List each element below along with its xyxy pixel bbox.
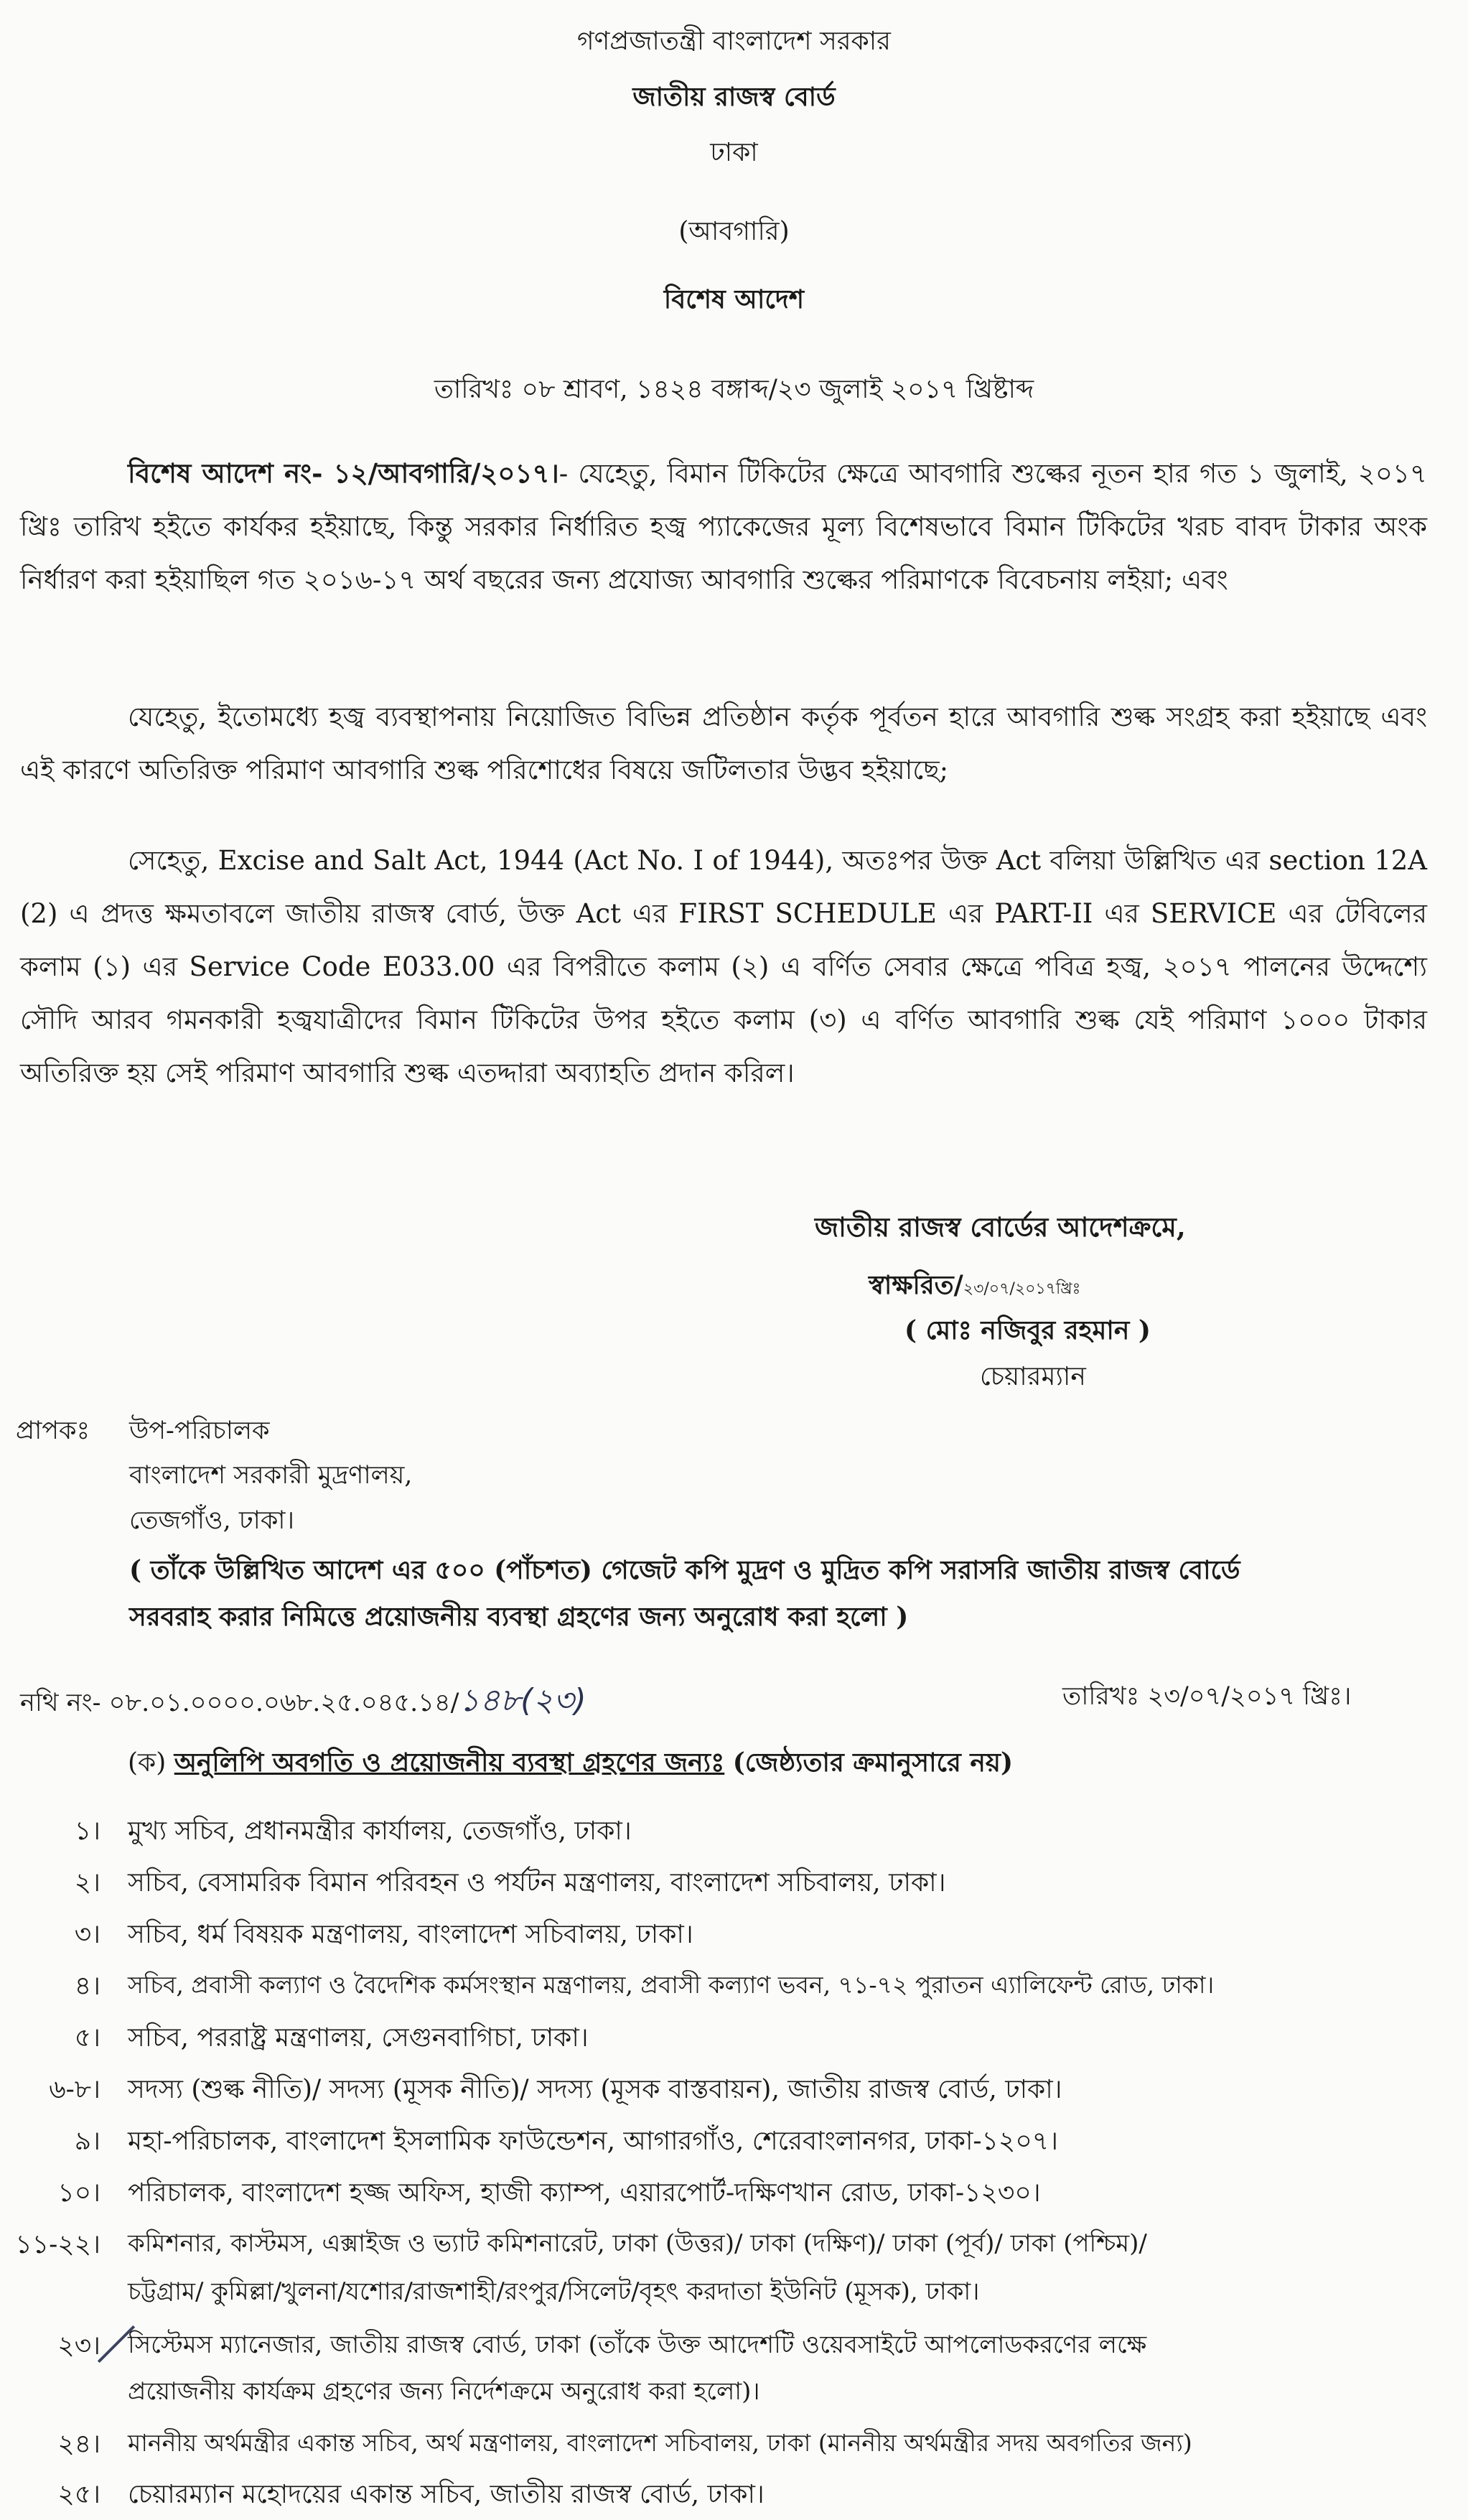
list-item-number: ১। — [74, 1816, 100, 1846]
list-item: সচিব, প্রবাসী কল্যাণ ও বৈদেশিক কর্মসংস্থান মন্ত্রণালয়, প্রবাসী কল্যাণ ভবন, ৭১-৭২ পুরাতন এ্যালিফেন্ট রোড, ঢাকা। — [128, 1971, 1215, 1999]
list-item-number: ২৫। — [57, 2480, 100, 2509]
list-item: সচিব, ধর্ম বিষয়ক মন্ত্রণালয়, বাংলাদেশ সচিবালয়, ঢাকা। — [128, 1920, 693, 1949]
signed-date: ২৩/০৭/২০১৭খ্রিঃ — [963, 1280, 1081, 1298]
list-item-number: ১১-২২। — [15, 2230, 100, 2259]
order-number: বিশেষ আদেশ নং- ১২/আবগারি/২০১৭। — [128, 457, 559, 489]
list-item-number: ৬-৮। — [49, 2075, 100, 2104]
file-number-value: ০৮.০১.০০০০.০৬৮.২৫.০৪৫.১৪/ — [108, 1689, 459, 1717]
list-item: মুখ্য সচিব, প্রধানমন্ত্রীর কার্যালয়, তেজগাঁও, ঢাকা। — [128, 1816, 632, 1846]
list-item: সিস্টেমস ম্যানেজার, জাতীয় রাজস্ব বোর্ড, ঢাকা (তাঁকে উক্ত আদেশটি ওয়েবসাইটে আপলোডকরণের লক্ষে — [128, 2330, 1147, 2359]
list-item: চেয়ারম্যান মহোদয়ের একান্ত সচিব, জাতীয় রাজস্ব বোর্ড, ঢাকা। — [128, 2480, 765, 2509]
signatory-name: ( মোঃ নজিবুর রহমান ) — [904, 1315, 1151, 1345]
copy-heading-text: অনুলিপি অবগতি ও প্রয়োজনীয় ব্যবস্থা গ্রহণের জন্যঃ — [174, 1747, 725, 1778]
copy-heading-note: (জেষ্ঠ্যতার ক্রমানুসারে নয়) — [732, 1747, 1014, 1778]
list-item: মহা-পরিচালক, বাংলাদেশ ইসলামিক ফাউন্ডেশন, আগারগাঁও, শেরেবাংলানগর, ঢাকা-১২০৭। — [128, 2127, 1059, 2156]
order-date: তারিখঃ ০৮ শ্রাবণ, ১৪২৪ বঙ্গাব্দ/২৩ জুলাই ২০১৭ খ্রিষ্টাব্দ — [434, 375, 1034, 404]
list-item-continuation: চট্টগ্রাম/ কুমিল্লা/খুলনা/যশোর/রাজশাহী/রংপুর/সিলেট/বৃহৎ করদাতা ইউনিট (মূসক), ঢাকা। — [128, 2277, 980, 2306]
handwritten-file-suffix: ১৪৮(২৩) — [459, 1682, 586, 1719]
list-item: কমিশনার, কাস্টমস, এক্সাইজ ও ভ্যাট কমিশনারেট, ঢাকা (উত্তর)/ ঢাকা (দক্ষিণ)/ ঢাকা (পূর্ব)/ ঢাকা (পশ্চিম)/ — [128, 2229, 1147, 2258]
signed-label: স্বাক্ষরিত/ — [869, 1270, 963, 1300]
list-item-number: ৯। — [74, 2127, 100, 2156]
recipient-line-1: উপ-পরিচালক — [129, 1417, 270, 1445]
list-item-number: ২৪। — [57, 2430, 100, 2459]
list-item: সদস্য (শুল্ক নীতি)/ সদস্য (মূসক নীতি)/ সদস্য (মূসক বাস্তবায়ন), জাতীয় রাজস্ব বোর্ড, ঢাকা। — [128, 2075, 1062, 2104]
list-item: পরিচালক, বাংলাদেশ হজ্জ অফিস, হাজী ক্যাম্প, এয়ারপোর্ট-দক্ষিণখান রোড, ঢাকা-১২৩০। — [128, 2178, 1041, 2208]
recipient-label: প্রাপকঃ — [16, 1417, 90, 1445]
list-item-number: ৫। — [74, 2023, 100, 2053]
list-item-continuation: প্রয়োজনীয় কার্যক্রম গ্রহণের জন্য নির্দেশক্রমে অনুরোধ করা হলো)। — [128, 2377, 760, 2406]
list-item-number: ৩। — [74, 1920, 100, 1949]
list-item-number: ২। — [74, 1868, 100, 1898]
file-number-label: নথি নং- — [20, 1689, 101, 1717]
gazette-request-line-1: ( তাঁকে উল্লিখিত আদেশ এর ৫০০ (পাঁচশত) গেজেট কপি মুদ্রণ ও মুদ্রিত কপি সরাসরি জাতীয় রাজস্ব বোর্ডে — [129, 1555, 1240, 1585]
recipient-line-2: বাংলাদেশ সরকারী মুদ্রণালয়, — [129, 1461, 413, 1490]
gazette-request-line-2: সরবরাহ করার নিমিত্তে প্রয়োজনীয় ব্যবস্থা গ্রহণের জন্য অনুরোধ করা হলো ) — [129, 1602, 909, 1632]
paragraph-3: সেহেতু, Excise and Salt Act, 1944 (Act No. I of 1944), অতঃপর উক্ত Act বলিয়া উল্লিখিত এর section 12A (2) এ প্রদত্ত ক্ষমতাবলে জাতীয় রাজস্ব বোর্ড, উক্ত Act এর FIRST SCHEDULE এর PART-II এর SERVICE এর টেবিলের কলাম (১) এর Service Code E033.00 এর বিপরীতে কলাম (২) এ বর্ণিত সেবার ক্ষেত্রে পবিত্র হজ্ব, ২০১৭ পালনের উদ্দেশ্যে সৌদি আরব গমনকারী হজ্বযাত্রীদের বিমান টিকিটের উপর হইতে কলাম (৩) এ বর্ণিত আবগারি শুল্ক যেই পরিমাণ ১০০০ টাকার অতিরিক্ত হয় সেই পরিমাণ আবগারি শুল্ক এতদ্দারা অব্যাহতি প্রদান করিল। — [20, 845, 1427, 1088]
copy-prefix: (ক) — [128, 1748, 167, 1778]
city-name: ঢাকা — [710, 138, 758, 167]
copy-heading — [128, 1743, 1013, 1786]
file-date: তারিখঃ ২৩/০৭/২০১৭ খ্রিঃ। — [1062, 1682, 1352, 1711]
list-item: মাননীয় অর্থমন্ত্রীর একান্ত সচিব, অর্থ মন্ত্রণালয়, বাংলাদেশ সচিবালয়, ঢাকা (মাননীয় অর্থমন্ত্রীর সদয় অবগতির জন্য) — [128, 2429, 1192, 2457]
recipient-line-3: তেজগাঁও, ঢাকা। — [129, 1506, 294, 1535]
signed-line — [869, 1266, 1080, 1309]
list-item-number: ১০। — [57, 2178, 100, 2208]
list-item-number: ২৩। — [57, 2331, 100, 2361]
department-label: (আবগারি) — [678, 217, 790, 246]
order-title: বিশেষ আদেশ — [663, 284, 805, 314]
order-by-line: জাতীয় রাজস্ব বোর্ডের আদেশক্রমে, — [815, 1211, 1186, 1243]
paragraph-2: যেহেতু, ইতোমধ্যে হজ্ব ব্যবস্থাপনায় নিয়োজিত বিভিন্ন প্রতিষ্ঠান কর্তৃক পূর্বতন হারে আবগারি শুল্ক সংগ্রহ করা হইয়াছে এবং এই কারণে অতিরিক্ত পরিমাণ আবগারি শুল্ক পরিশোধের বিষয়ে জটিলতার উদ্ভব হইয়াছে; — [20, 701, 1427, 785]
paragraph-1-text: - যেহেতু, বিমান টিকিটের ক্ষেত্রে আবগারি শুল্কের নূতন হার গত ১ জুলাই, ২০১৭ খ্রিঃ তারিখ হইতে কার্যকর হইয়াছে, কিন্তু সরকার নির্ধারিত হজ্ব প্যাকেজের মূল্য বিশেষভাবে বিমান টিকিটের খরচ বাবদ টাকার অংক নির্ধারণ করা হইয়াছিল গত ২০১৬-১৭ অর্থ বছরের জন্য প্রযোজ্য আবগারি শুল্কের পরিমাণকে বিবেচনায় লইয়া; এবং — [20, 458, 1427, 595]
government-name: গণপ্রজাতন্ত্রী বাংলাদেশ সরকার — [576, 27, 891, 56]
list-item-number: ৪। — [74, 1971, 100, 2001]
list-item: সচিব, পররাষ্ট্র মন্ত্রণালয়, সেগুনবাগিচা, ঢাকা। — [128, 2023, 589, 2053]
paragraph-1 — [20, 447, 1427, 607]
signatory-designation: চেয়ারম্যান — [980, 1362, 1086, 1391]
list-item: সচিব, বেসামরিক বিমান পরিবহন ও পর্যটন মন্ত্রণালয়, বাংলাদেশ সচিবালয়, ঢাকা। — [128, 1868, 946, 1898]
file-number — [20, 1676, 586, 1729]
board-name: জাতীয় রাজস্ব বোর্ড — [632, 82, 836, 112]
